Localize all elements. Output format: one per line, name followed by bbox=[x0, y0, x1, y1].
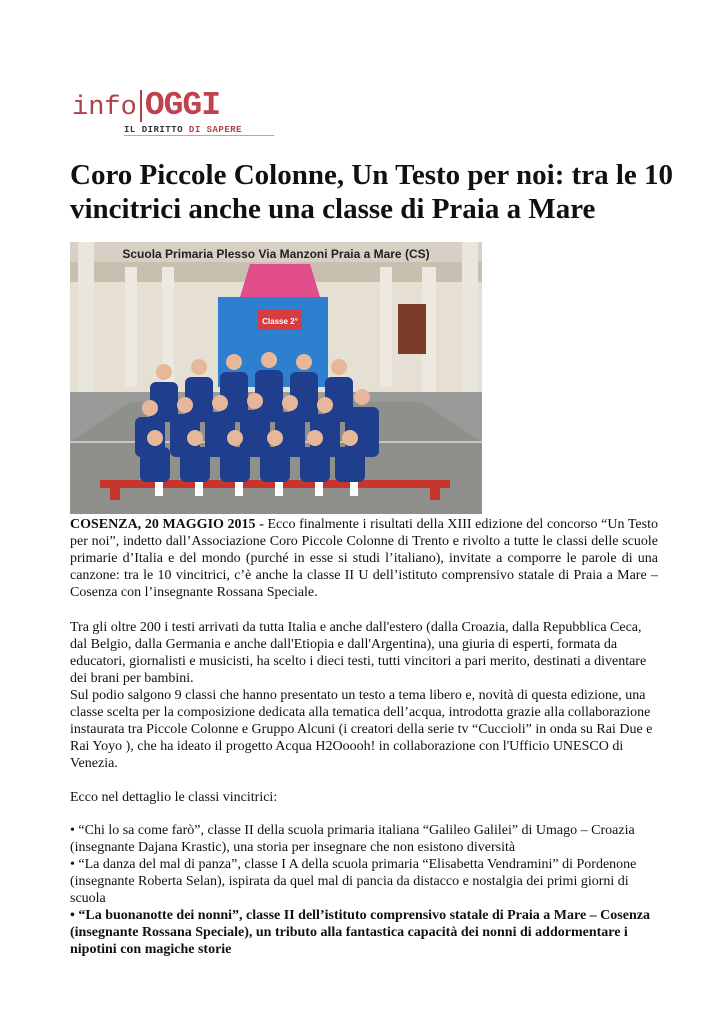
logo-info-text: info bbox=[72, 93, 137, 123]
site-logo[interactable] bbox=[72, 88, 252, 140]
class-photo bbox=[70, 242, 482, 514]
sign-label: Classe 2° bbox=[262, 317, 298, 326]
article-paragraph-3 bbox=[70, 789, 658, 806]
paragraph-2b-text: Sul podio salgono 9 classi che hanno presentato un testo a tema libero e, novità di questa edizione, una classe scelta per la composizione dedicata alla tematica dell’acqua, introdotta grazie alla collaborazione instaurata tra Piccole Colonne e Gruppo Alcuni (i creatori della serie tv “Cuccioli” in onda su Rai Due e Rai Yoyo ), che ha ideato il progetto Acqua H2Ooooh! in collaborazione con l'Ufficio UNESCO di Venezia. bbox=[70, 688, 653, 771]
dateline: COSENZA, 20 MAGGIO 2015 - bbox=[70, 517, 264, 532]
winner-list-item bbox=[70, 856, 658, 907]
winner-3-text: • “La buonanotte dei nonni”, classe II dell’istituto comprensivo statale di Praia a Mare – Cosenza (insegnante Rossana Speciale), un tributo alla fantastica capacità dei nonni di addormentare i nipotini con magiche storie bbox=[70, 908, 650, 957]
article-title: Coro Piccole Colonne, Un Testo per noi: tra le 10 vincitrici anche una classe di Praia a Mare bbox=[70, 159, 674, 225]
winner-1-text: • “Chi lo sa come farò”, classe II della scuola primaria italiana “Galileo Galilei” di Umago – Croazia (insegnante Dajana Krastic), una storia per insegnare che non esistono diversità bbox=[70, 823, 635, 855]
logo-divider bbox=[140, 90, 142, 122]
logo-tagline-b: DI SAPERE bbox=[188, 125, 243, 135]
winner-2-text: • “La danza del mal di panza”, classe I A della scuola primaria “Elisabetta Vendramini” di Pordenone (insegnante Roberta Selan), ispirata da quel mal di pancia da distacco e nostalgia dei primi giorni di scuola bbox=[70, 857, 637, 906]
logo-underline bbox=[124, 135, 274, 136]
winner-list-item bbox=[70, 907, 658, 958]
paragraph-3-text: Ecco nel dettaglio le classi vincitrici: bbox=[70, 790, 278, 805]
logo-tagline-a: IL DIRITTO bbox=[124, 125, 184, 135]
winner-list-item bbox=[70, 822, 658, 856]
photo-caption: Scuola Primaria Plesso Via Manzoni Praia a Mare (CS) bbox=[122, 247, 430, 261]
logo-tagline bbox=[124, 125, 252, 135]
class-photo-illustration bbox=[70, 242, 482, 514]
paragraph-1-text: Ecco finalmente i risultati della XIII edizione del concorso “Un Testo per noi”, indetto dall’Associazione Coro Piccole Colonne di Trento e rivolto a tutte le classi delle scuole primarie d’Italia e del mondo (purché in esse si studi l’italiano), invitate a comporre le parole di una canzone: tra le 10 vincitrici, c’è anche la classe II U dell’istituto comprensivo statale di Praia a Mare – Cosenza con l’insegnante Rossana Speciale. bbox=[70, 517, 658, 600]
article-paragraph-1 bbox=[70, 516, 658, 601]
article-paragraph-2 bbox=[70, 619, 658, 772]
paragraph-2a-text: Tra gli oltre 200 i testi arrivati da tutta Italia e anche dall'estero (dalla Croazia, dalla Repubblica Ceca, dal Belgio, dalla Germania e anche dall'Etiopia e dall'Argentina), una giuria di esperti, formata da educatori, giornalisti e musicisti, ha scelto i dieci testi, tutti vincitori a pari merito, destinati a diventare dei brani per bambini. bbox=[70, 620, 647, 686]
logo-oggi-text: OGGI bbox=[144, 87, 221, 124]
